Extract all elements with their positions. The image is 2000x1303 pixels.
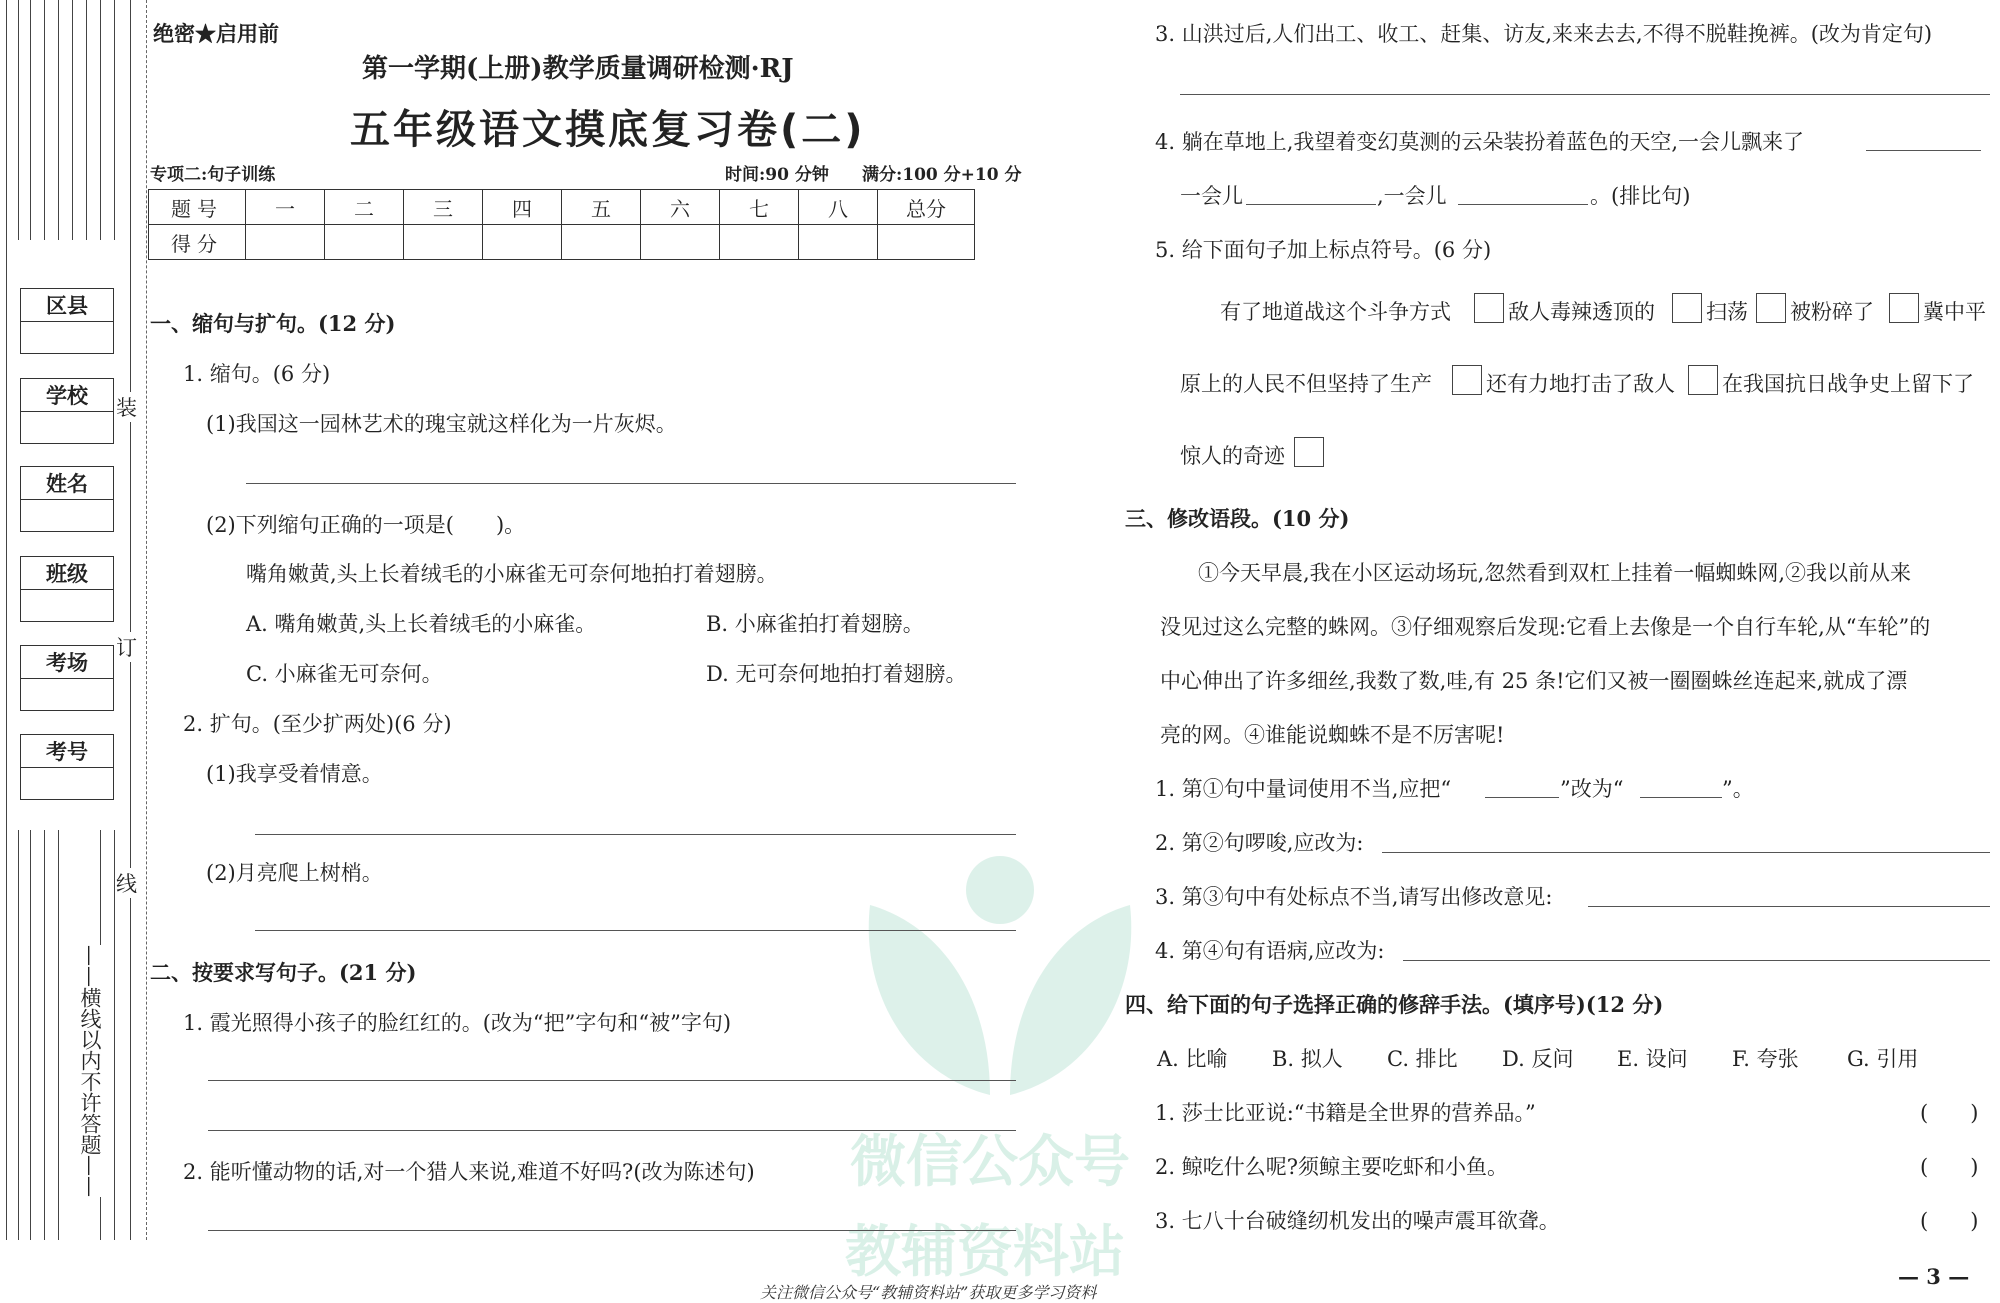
- question-2-1: 1. 霞光照得小孩子的脸红红的。(改为“把”字句和“被”字句): [183, 1011, 732, 1035]
- binding-mark-ding: 订: [116, 632, 137, 662]
- secret-label: 绝密★启用前: [153, 21, 279, 46]
- punct-text: 冀中平: [1923, 300, 1986, 324]
- question-4-1: 1. 莎士比亚说:“书籍是全世界的营养品。”: [1155, 1101, 1536, 1125]
- score-table: [148, 189, 975, 260]
- option-c[interactable]: C. 小麻雀无可奈何。: [246, 662, 443, 686]
- binding-warning: ——横线以内不许答题——: [78, 945, 102, 1197]
- field-label: 学校: [21, 379, 113, 412]
- punctuation-box[interactable]: [1688, 365, 1718, 395]
- punct-text: 还有力地打击了敌人: [1486, 372, 1675, 396]
- field-district: [20, 288, 114, 354]
- section-1-title: 一、缩句与扩句。(12 分): [150, 311, 396, 336]
- field-name: [20, 466, 114, 532]
- question-3-1c: ”。: [1722, 777, 1754, 801]
- question-2-4-part2: ,一会儿: [1377, 184, 1447, 208]
- question-2-4-line1: 4. 躺在草地上,我望着变幻莫测的云朵装扮着蓝色的天空,一会儿飘来了: [1155, 130, 1805, 154]
- section-4-title: 四、给下面的句子选择正确的修辞手法。(填序号)(12 分): [1125, 992, 1664, 1017]
- option-a[interactable]: A. 嘴角嫩黄,头上长着绒毛的小麻雀。: [246, 612, 597, 636]
- paragraph-line: 没见过这么完整的蛛网。③仔细观察后发现:它看上去像是一个自行车轮,从“车轮”的: [1160, 615, 1931, 639]
- blank-line[interactable]: [1246, 204, 1376, 205]
- question-3-2: 2. 第②句啰唆,应改为:: [1155, 831, 1364, 855]
- punctuation-box[interactable]: [1452, 365, 1482, 395]
- question-1-2-1: (1)我享受着情意。: [206, 762, 383, 786]
- binding-mark-xian: 线: [116, 868, 137, 898]
- question-3-3: 3. 第③句中有处标点不当,请写出修改意见:: [1155, 885, 1553, 909]
- punct-text: 敌人毒辣透顶的: [1508, 300, 1655, 324]
- field-label: 考场: [21, 646, 113, 679]
- question-2-4-part1: 一会儿: [1180, 184, 1243, 208]
- question-2-3: 3. 山洪过后,人们出工、收工、赶集、访友,来来去去,不得不脱鞋挽裤。(改为肯定句): [1155, 22, 1933, 46]
- answer-parentheses[interactable]: ( ): [1920, 1101, 1979, 1125]
- table-cell: 七: [720, 190, 799, 225]
- score-total-label: 满分:100 分+10 分: [862, 165, 1022, 185]
- answer-line[interactable]: [208, 1080, 1016, 1081]
- table-cell: 一: [246, 190, 325, 225]
- paragraph-line: 中心伸出了许多细丝,我数了数,哇,有 25 条!它们又被一圈圈蛛丝连起来,就成了漂: [1160, 669, 1908, 693]
- punct-text: 原上的人民不但坚持了生产: [1180, 372, 1432, 396]
- question-1-1-2: (2)下列缩句正确的一项是( )。: [206, 513, 526, 537]
- score-cell[interactable]: [641, 225, 720, 260]
- field-label: 姓名: [21, 467, 113, 500]
- topic-label: 专项二:句子训练: [150, 165, 276, 185]
- score-cell[interactable]: [325, 225, 404, 260]
- score-cell[interactable]: [483, 225, 562, 260]
- field-label: 班级: [21, 557, 113, 590]
- score-cell[interactable]: [720, 225, 799, 260]
- field-label: 区县: [21, 289, 113, 322]
- answer-line[interactable]: [255, 834, 1016, 835]
- table-cell: 总分: [878, 190, 975, 225]
- answer-line[interactable]: [208, 1230, 1016, 1231]
- punctuation-box[interactable]: [1672, 293, 1702, 323]
- punctuation-box[interactable]: [1294, 437, 1324, 467]
- answer-line[interactable]: [1588, 906, 1990, 907]
- field-exam-number: [20, 734, 114, 800]
- watermark-line2: 教辅资料站: [845, 1220, 1125, 1285]
- score-cell[interactable]: [404, 225, 483, 260]
- question-4-3: 3. 七八十台破缝纫机发出的噪声震耳欲聋。: [1155, 1209, 1560, 1233]
- answer-parentheses[interactable]: ( ): [1920, 1209, 1979, 1233]
- question-3-1b: ”改为“: [1560, 777, 1624, 801]
- table-cell: 八: [799, 190, 878, 225]
- paragraph-line: 亮的网。④谁能说蜘蛛不是不厉害呢!: [1160, 723, 1505, 747]
- leaf-logo-icon: [850, 845, 1150, 1115]
- table-cell: 题号: [149, 190, 246, 225]
- question-1-2-2: (2)月亮爬上树梢。: [206, 861, 383, 885]
- watermark-line1: 微信公众号: [850, 1130, 1130, 1195]
- score-cell[interactable]: [562, 225, 641, 260]
- score-cell[interactable]: [246, 225, 325, 260]
- rhetoric-option: A. 比喻: [1157, 1047, 1228, 1071]
- field-room: [20, 645, 114, 711]
- rhetoric-option: E. 设问: [1617, 1047, 1688, 1071]
- rhetoric-option: G. 引用: [1847, 1047, 1919, 1071]
- page-title: 五年级语文摸底复习卷(二): [350, 107, 866, 153]
- punct-text: 惊人的奇迹: [1180, 444, 1285, 468]
- binding-mark-zhuang: 装: [116, 392, 137, 422]
- punct-text: 扫荡: [1706, 300, 1748, 324]
- footer-note: 关注微信公众号“教辅资料站”获取更多学习资料: [760, 1283, 1097, 1302]
- punct-text: 有了地道战这个斗争方式: [1220, 300, 1451, 324]
- rhetoric-option: F. 夸张: [1732, 1047, 1799, 1071]
- question-1-1: 1. 缩句。(6 分): [183, 362, 331, 386]
- question-3-4: 4. 第④句有语病,应改为:: [1155, 939, 1385, 963]
- blank-line[interactable]: [1866, 150, 1981, 151]
- time-label: 时间:90 分钟: [725, 165, 829, 185]
- question-1-2: 2. 扩句。(至少扩两处)(6 分): [183, 712, 452, 736]
- answer-line[interactable]: [246, 483, 1016, 484]
- punctuation-box[interactable]: [1474, 293, 1504, 323]
- question-2-2: 2. 能听懂动物的话,对一个猎人来说,难道不好吗?(改为陈述句): [183, 1160, 755, 1184]
- answer-line[interactable]: [255, 930, 1016, 931]
- question-2-4-part3: 。(排比句): [1590, 184, 1691, 208]
- question-3-1a: 1. 第①句中量词使用不当,应把“: [1155, 777, 1452, 801]
- answer-parentheses[interactable]: ( ): [1920, 1155, 1979, 1179]
- section-3-title: 三、修改语段。(10 分): [1125, 506, 1350, 531]
- option-d[interactable]: D. 无可奈何地拍打着翅膀。: [706, 662, 967, 686]
- blank-line[interactable]: [1640, 797, 1722, 798]
- blank-line[interactable]: [1485, 797, 1559, 798]
- exam-name: 第一学期(上册)教学质量调研检测·RJ: [362, 54, 794, 84]
- table-cell: 三: [404, 190, 483, 225]
- answer-line[interactable]: [1180, 94, 1990, 95]
- table-cell: 六: [641, 190, 720, 225]
- table-cell: 得分: [149, 225, 246, 260]
- punct-text: 在我国抗日战争史上留下了: [1722, 372, 1974, 396]
- answer-line[interactable]: [1382, 852, 1990, 853]
- blank-line[interactable]: [1458, 204, 1588, 205]
- score-cell[interactable]: [799, 225, 878, 260]
- question-stem: 嘴角嫩黄,头上长着绒毛的小麻雀无可奈何地拍打着翅膀。: [246, 562, 778, 586]
- punctuation-box[interactable]: [1756, 293, 1786, 323]
- punct-text: 被粉碎了: [1790, 300, 1874, 324]
- paragraph-line: ①今天早晨,我在小区运动场玩,忽然看到双杠上挂着一幅蜘蛛网,②我以前从来: [1198, 561, 1912, 585]
- answer-line[interactable]: [1403, 960, 1990, 961]
- option-b[interactable]: B. 小麻雀拍打着翅膀。: [706, 612, 924, 636]
- punctuation-box[interactable]: [1889, 293, 1919, 323]
- table-cell: 二: [325, 190, 404, 225]
- rhetoric-option: B. 拟人: [1272, 1047, 1343, 1071]
- question-2-5: 5. 给下面句子加上标点符号。(6 分): [1155, 238, 1492, 262]
- score-table-header-row: [149, 190, 975, 225]
- answer-line[interactable]: [208, 1130, 1016, 1131]
- score-cell[interactable]: [878, 225, 975, 260]
- rhetoric-option: D. 反问: [1502, 1047, 1574, 1071]
- field-school: [20, 378, 114, 444]
- page-number: — 3 —: [1898, 1264, 1970, 1289]
- section-2-title: 二、按要求写句子。(21 分): [150, 960, 417, 985]
- table-cell: 四: [483, 190, 562, 225]
- field-class: [20, 556, 114, 622]
- table-cell: 五: [562, 190, 641, 225]
- question-1-1-1: (1)我国这一园林艺术的瑰宝就这样化为一片灰烬。: [206, 412, 677, 436]
- score-table-score-row: [149, 225, 975, 260]
- field-label: 考号: [21, 735, 113, 768]
- rhetoric-option: C. 排比: [1387, 1047, 1458, 1071]
- question-4-2: 2. 鲸吃什么呢?须鲸主要吃虾和小鱼。: [1155, 1155, 1508, 1179]
